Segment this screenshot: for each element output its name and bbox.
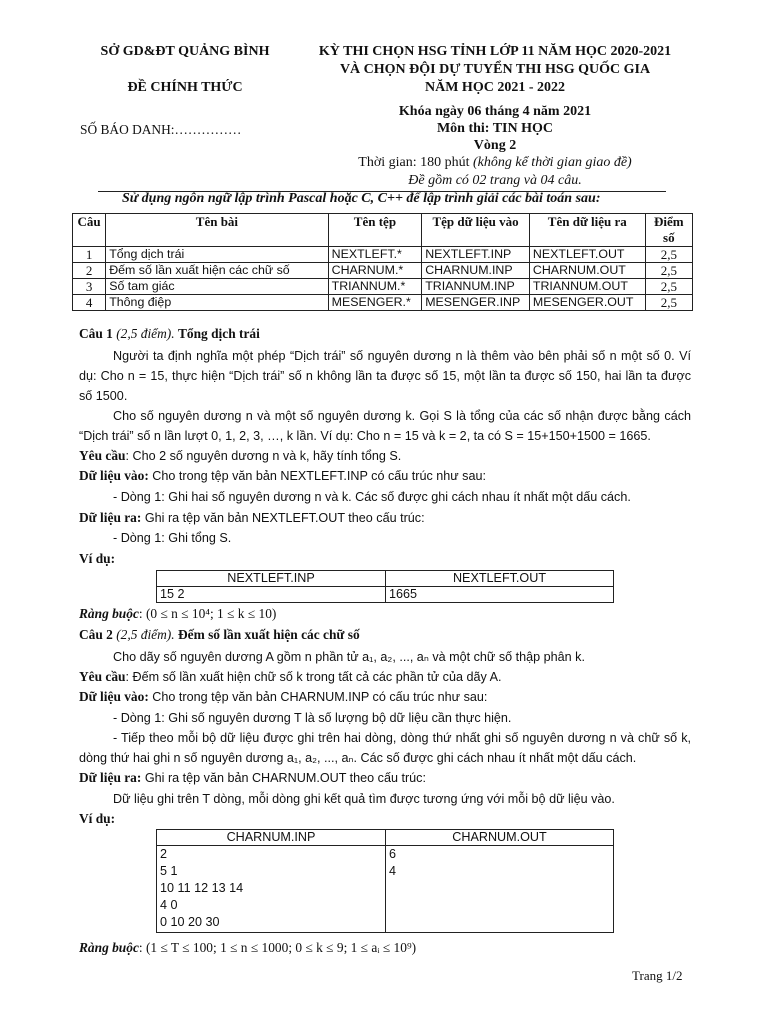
q1-example-label: Ví dụ: (79, 551, 116, 566)
q1-heading: Câu 1 (2,5 điểm). Tổng dịch trái (79, 326, 260, 341)
q1-output-line-1: - Dòng 1: Ghi tổng S. (113, 531, 232, 545)
q2-input-line-2: - Tiếp theo mỗi bộ dữ liệu được ghi trên hai dòng, dòng thứ nhất ghi số nguyên dương n và chữ số k, dòng thứ hai ghi n số nguyên dương a₁, a₂, ..., aₙ. Các số được ghi cách nhau ít nhất một dấu cách. (79, 731, 691, 765)
q2-heading: Câu 2 (2,5 điểm). Đếm số lần xuất hiện các chữ số (79, 627, 360, 642)
q1-example-input: 15 2 (157, 587, 386, 603)
table-row: 1 Tổng dịch trái NEXTLEFT.* NEXTLEFT.INP NEXTLEFT.OUT 2,5 (73, 247, 693, 263)
q1-example-output-header: NEXTLEFT.OUT (386, 571, 614, 587)
q2-requirement: Yêu cầu: Đếm số lần xuất hiện chữ số k trong tất cả các phần tử của dãy A. (79, 669, 502, 684)
exam-title-2: VÀ CHỌN ĐỘI DỰ TUYỂN THI HSG QUỐC GIA (339, 62, 651, 77)
table-row: 3 Số tam giác TRIANNUM.* TRIANNUM.INP TRIANNUM.OUT 2,5 (73, 279, 693, 295)
q1-input-desc: Dữ liệu vào: Cho trong tệp văn bản NEXTLEFT.INP có cấu trúc như sau: (79, 468, 486, 483)
q2-example-table (156, 829, 614, 933)
q2-example-output: 6 4 (386, 846, 614, 933)
q2-constraint: Ràng buộc: (1 ≤ T ≤ 100; 1 ≤ n ≤ 1000; 0 ≤ k ≤ 9; 1 ≤ aᵢ ≤ 10⁹) (79, 940, 417, 955)
page-number: Trang 1/2 (632, 968, 683, 983)
q2-output-line-1: Dữ liệu ghi trên T dòng, mỗi dòng ghi kết quả tìm được tương ứng với mỗi bộ dữ liệu vào. (113, 792, 615, 806)
q2-input-line-1: - Dòng 1: Ghi số nguyên dương T là số lượng bộ dữ liệu cần thực hiện. (113, 711, 512, 725)
exam-title-1: KỲ THI CHỌN HSG TỈNH LỚP 11 NĂM HỌC 2020-2021 (318, 44, 672, 59)
q2-input-desc: Dữ liệu vào: Cho trong tệp văn bản CHARNUM.INP có cấu trúc như sau: (79, 689, 488, 704)
problem-table (72, 213, 693, 311)
q2-example-input: 2 5 1 10 11 12 13 14 4 0 0 10 20 30 (157, 846, 386, 933)
department: SỞ GD&ĐT QUẢNG BÌNH (100, 44, 270, 59)
q1-example-input-header: NEXTLEFT.INP (157, 571, 386, 587)
q1-input-line-1: - Dòng 1: Ghi hai số nguyên dương n và k. Các số được ghi cách nhau ít nhất một dấu cách. (113, 490, 631, 504)
official-label: ĐỀ CHÍNH THỨC (127, 80, 243, 95)
q1-output-desc: Dữ liệu ra: Ghi ra tệp văn bản NEXTLEFT.OUT theo cấu trúc: (79, 510, 425, 525)
q1-requirement: Yêu cầu: Cho 2 số nguyên dương n và k, hãy tính tổng S. (79, 448, 402, 463)
exam-subject: Môn thi: TIN HỌC (436, 121, 554, 136)
q1-paragraph-1: Người ta định nghĩa một phép “Dịch trái” số nguyên dương n là thêm vào bên phải số n một số 0. Ví dụ: Cho n = 15, thực hiện “Dịch trái” số n không lần ta được số 15, một lần ta được số 150, hai lần ta được số 1500. (79, 349, 691, 403)
q2-example-label: Ví dụ: (79, 811, 116, 826)
table-header-row: Câu Tên bài Tên tệp Tệp dữ liệu vào Tên dữ liệu ra Điểm số (73, 214, 693, 247)
q1-paragraph-2: Cho số nguyên dương n và một số nguyên dương k. Gọi S là tổng của các số nhận được bằng cách “Dịch trái” số n lần lượt 0, 1, 2, 3, …, k lần. Ví dụ: Cho n = 15 và k = 2, ta có S = 15+150+1500 = 1665. (79, 409, 691, 443)
q2-example-input-header: CHARNUM.INP (157, 830, 386, 846)
table-row: 4 Thông điệp MESENGER.* MESENGER.INP MESENGER.OUT 2,5 (73, 295, 693, 311)
instruction: Sử dụng ngôn ngữ lập trình Pascal hoặc C, C++ để lập trình giải các bài toán sau: (122, 191, 601, 206)
exam-title-3: NĂM HỌC 2021 - 2022 (425, 80, 565, 95)
exam-round: Vòng 2 (473, 138, 517, 153)
q1-constraint: Ràng buộc: (0 ≤ n ≤ 10⁴; 1 ≤ k ≤ 10) (79, 606, 277, 621)
exam-pages: Đề gồm có 02 trang và 04 câu. (408, 173, 582, 188)
divider (98, 191, 666, 192)
exam-date: Khóa ngày 06 tháng 4 năm 2021 (398, 104, 592, 119)
q2-paragraph-1: Cho dãy số nguyên dương A gồm n phần tử a₁, a₂, ..., aₙ và một chữ số thập phân k. (113, 650, 585, 664)
table-row: 2 Đếm số lần xuất hiện các chữ số CHARNUM.* CHARNUM.INP CHARNUM.OUT 2,5 (73, 263, 693, 279)
q2-output-desc: Dữ liệu ra: Ghi ra tệp văn bản CHARNUM.OUT theo cấu trúc: (79, 770, 426, 785)
q1-example-table (156, 570, 614, 603)
q2-example-output-header: CHARNUM.OUT (386, 830, 614, 846)
exam-time: Thời gian: 180 phút (không kể thời gian giao đề) (358, 155, 632, 170)
candidate-number: SỐ BÁO DANH:…………… (80, 122, 242, 137)
q1-example-output: 1665 (386, 587, 614, 603)
